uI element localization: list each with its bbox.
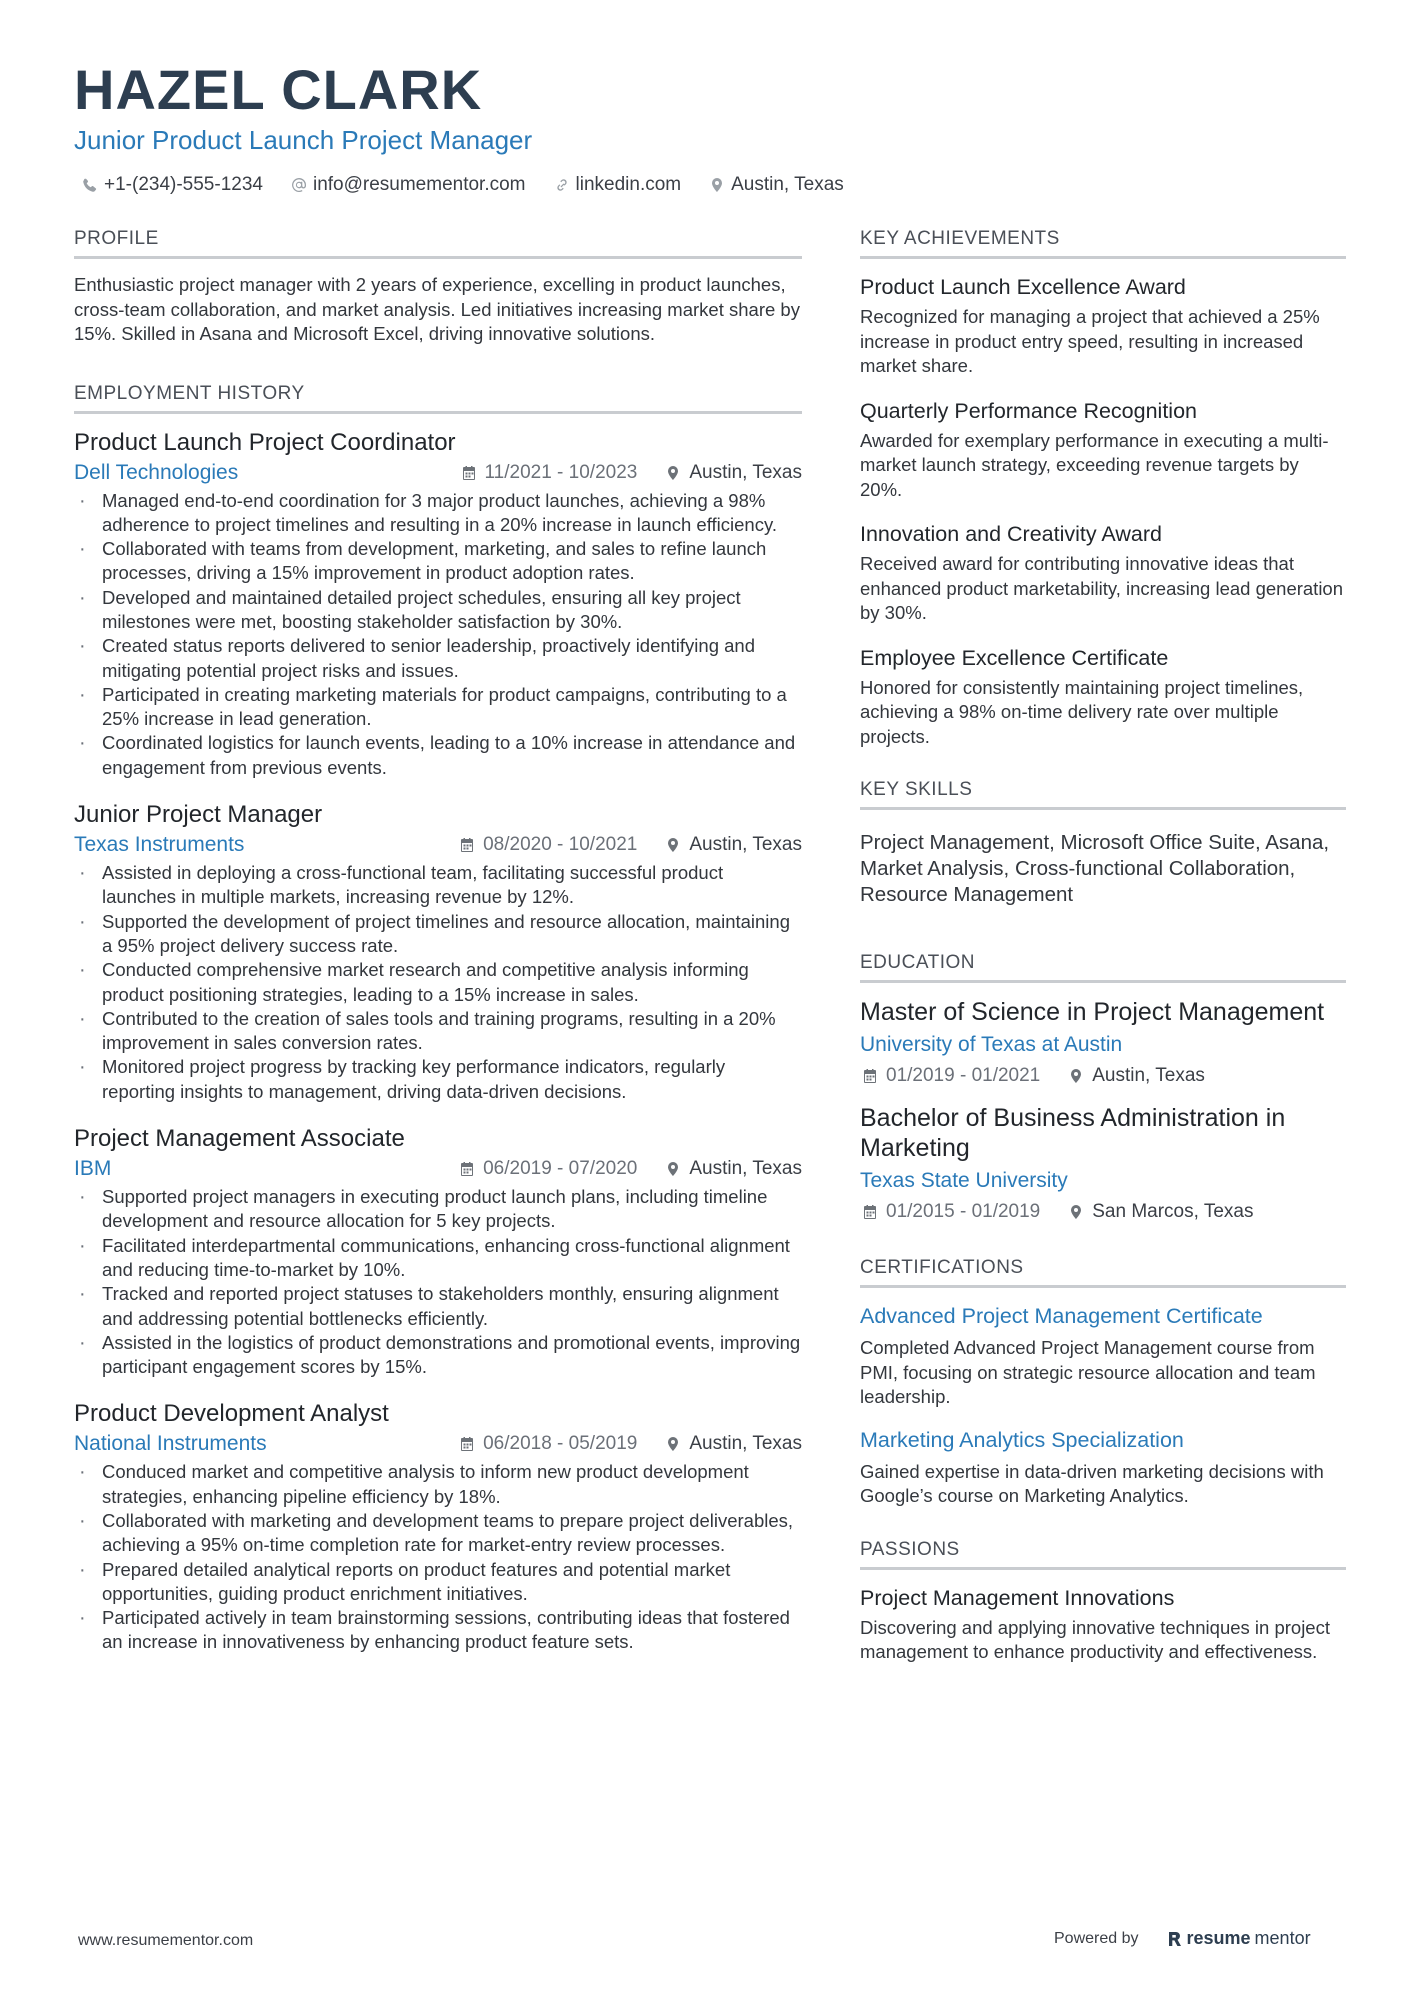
contact-email[interactable] [291,174,526,196]
education-heading: EDUCATION [860,952,1346,983]
contact-bar [74,174,1346,196]
job-location-text: Austin, Texas [689,1158,802,1180]
achievement-item [860,520,1346,626]
job-meta [74,833,802,857]
job-entry [74,1399,802,1654]
job-company: National Instruments [74,1432,267,1456]
achievement-desc: Honored for consistently maintaining project timelines, achieving a 98% on-time delivery rate over multiple projects. [860,676,1304,747]
left-column [74,228,802,1683]
job-location [665,834,802,856]
certification-title: Marketing Analytics Specialization [860,1427,1184,1452]
employment-heading: EMPLOYMENT HISTORY [74,383,802,414]
job-meta-right [459,834,802,856]
job-bullet: · Managed end-to-end coordination for 3 major product launches, achieving a 98% adherence to project timelines and resulting in a 20% increase in launch efficiency. [74,489,802,538]
education-list [860,997,1346,1223]
candidate-title: Junior Product Launch Project Manager [74,125,533,155]
achievement-desc: Awarded for exemplary performance in executing a multi-market launch strategy, exceeding revenue targets by 20%. [860,429,1329,500]
contact-email-text: info@resumementor.com [312,174,526,195]
profile-heading: PROFILE [74,228,802,259]
achievement-list [860,273,1346,749]
contact-phone [82,174,263,196]
certification-item [860,1426,1346,1509]
job-bullet: · Assisted in deploying a cross-functional team, facilitating successful product launches in multiple markets, increasing revenue by 12%. [74,861,802,910]
certifications-heading: CERTIFICATIONS [860,1257,1346,1288]
contact-location-text: Austin, Texas [731,174,844,195]
location-pin-icon [665,1161,681,1177]
job-bullet: · Collaborated with marketing and development teams to prepare project deliverables, achieving a 95% on-time completion rate for market-entry review processes. [74,1509,802,1558]
achievement-title: Quarterly Performance Recognition [860,398,1197,423]
certification-list [860,1302,1346,1509]
education-dates-text: 01/2015 - 01/2019 [886,1201,1041,1222]
education-location-text: San Marcos, Texas [1092,1201,1254,1222]
job-bullet: · Tracked and reported project statuses to stakeholders monthly, ensuring alignment and addressing potential bottlenecks efficiently. [74,1282,802,1331]
education-dates [862,1201,1040,1223]
achievement-title: Product Launch Excellence Award [860,275,1186,299]
job-entry [74,428,802,781]
job-bullets [74,1185,802,1379]
certification-title: Advanced Project Management Certificate [860,1304,1263,1328]
job-entry [74,1124,802,1379]
at-icon [291,177,307,193]
achievement-item [860,273,1346,379]
job-dates [461,462,638,484]
job-meta [74,1157,802,1181]
job-location-text: Austin, Texas [689,461,802,483]
calendar-icon [862,1068,878,1084]
job-dates-text: 06/2019 - 07/2020 [483,1158,638,1180]
education-dates [862,1065,1040,1087]
job-bullets [74,1460,802,1654]
job-bullet: · Supported the development of project timelines and resource allocation, maintaining a 95% project delivery success rate. [74,910,802,959]
location-pin-icon [665,837,681,853]
resume-page [74,58,1346,1662]
job-bullet: · Facilitated interdepartmental communications, enhancing cross-functional alignment and reducing time-to-market by 10%. [74,1234,802,1283]
achievement-item [860,644,1346,750]
job-company: Dell Technologies [74,460,239,484]
powered-by-label: Powered by [1054,1929,1139,1947]
passion-desc: Discovering and applying innovative techniques in project management to enhance productivity and effectiveness. [860,1616,1330,1662]
job-company: IBM [74,1157,112,1181]
job-bullet: · Developed and maintained detailed project schedules, ensuring all key project milestones were met, boosting stakeholder satisfaction by 30%. [74,586,802,635]
job-bullet: · Prepared detailed analytical reports on product features and potential market opportunities, guiding product enrichment initiatives. [74,1558,802,1607]
job-meta [74,1432,802,1456]
location-pin-icon [665,465,681,481]
job-meta-right [461,462,803,484]
job-entry [74,800,802,1104]
contact-linkedin-text: linkedin.com [575,174,682,195]
job-title: Junior Project Manager [74,801,323,829]
job-dates [459,834,637,856]
brand-logo[interactable] [1167,1928,1311,1949]
brand-name-bold: resume [1186,1928,1251,1948]
location-pin-icon [1068,1204,1084,1220]
passion-list [860,1584,1346,1665]
phone-icon [82,177,98,193]
calendar-icon [862,1204,878,1220]
passion-item [860,1584,1346,1665]
job-bullet: · Supported project managers in executing product launch plans, including timeline development and resource allocation for 5 key projects. [74,1185,802,1234]
content-columns [74,228,1346,1683]
job-dates [459,1433,637,1455]
job-location-text: Austin, Texas [689,1433,802,1455]
job-location [665,1158,802,1180]
job-dates [459,1158,637,1180]
job-title: Product Launch Project Coordinator [74,428,456,456]
job-bullet: · Conducted comprehensive market research and competitive analysis informing product positioning strategies, leading to a 15% increase in sales. [74,958,802,1007]
job-location-text: Austin, Texas [689,834,802,856]
job-bullets [74,489,802,781]
brand-mark-icon [1167,1930,1183,1948]
job-location [665,1433,802,1455]
job-bullet: · Created status reports delivered to senior leadership, proactively identifying and mitigating potential project risks and issues. [74,634,802,683]
brand-name-light: mentor [1254,1928,1311,1948]
location-pin-icon [1068,1068,1084,1084]
right-column [860,228,1346,1683]
job-meta-right [459,1433,802,1455]
job-location [665,462,802,484]
education-degree: Bachelor of Business Administration in Marketing [860,1104,1286,1162]
link-icon [554,177,570,193]
education-location [1068,1201,1253,1223]
achievement-title: Employee Excellence Certificate [860,645,1169,670]
job-bullets [74,861,802,1104]
education-school: University of Texas at Austin [860,1033,1123,1056]
education-location-text: Austin, Texas [1092,1065,1205,1086]
contact-linkedin[interactable] [554,174,682,196]
job-bullet: · Monitored project progress by tracking key performance indicators, regularly reporting insights to management, driving data-driven decisions. [74,1055,802,1104]
achievements-heading: KEY ACHIEVEMENTS [860,228,1346,259]
job-bullet: · Assisted in the logistics of product demonstrations and promotional events, improving participant engagement scores by 15%. [74,1331,802,1380]
education-school: Texas State University [860,1169,1068,1192]
education-item [860,1103,1346,1223]
profile-text: Enthusiastic project manager with 2 years of experience, excelling in product launches, cross-team collaboration, and market analysis. Led initiatives increasing market share by 15%. Skilled in Asana and Microsoft Excel, driving innovative solutions. [74,274,800,344]
job-bullet: · Coordinated logistics for launch events, leading to a 10% increase in attendance and engagement from previous events. [74,731,802,780]
calendar-icon [459,1161,475,1177]
skills-heading: KEY SKILLS [860,779,1346,810]
contact-phone-text: +1-(234)-555-1234 [104,174,263,195]
education-degree: Master of Science in Project Management [860,998,1325,1026]
location-pin-icon [709,177,725,193]
job-title: Project Management Associate [74,1125,405,1153]
achievement-item [860,397,1346,503]
achievement-desc: Received award for contributing innovative ideas that enhanced product marketability, increasing lead generation by 30%. [860,553,1344,623]
job-meta [74,461,802,485]
footer-website[interactable]: www.resumementor.com [78,1932,254,1949]
job-bullet: · Participated in creating marketing materials for product campaigns, contributing to a 25% increase in lead generation. [74,683,802,732]
job-bullet: · Conduced market and competitive analysis to inform new product development strategies, enhancing pipeline efficiency by 18%. [74,1460,802,1509]
job-dates-text: 08/2020 - 10/2021 [483,834,638,856]
certification-desc: Gained expertise in data-driven marketing decisions with Google’s course on Marketing Analytics. [860,1460,1324,1506]
footer-powered [1054,1928,1311,1949]
certification-desc: Completed Advanced Project Management course from PMI, focusing on strategic resource allocation and team leadership. [860,1337,1316,1407]
job-company: Texas Instruments [74,833,245,857]
certification-item [860,1302,1346,1410]
education-item [860,997,1346,1087]
job-list [74,428,802,1655]
education-meta [860,1065,1346,1087]
achievement-title: Innovation and Creativity Award [860,522,1162,546]
achievement-desc: Recognized for managing a project that achieved a 25% increase in product entry speed, resulting in increased market share. [860,306,1320,376]
job-bullet: · Participated actively in team brainstorming sessions, contributing ideas that fostered an increase in innovativeness by enhancing product feature sets. [74,1606,802,1655]
candidate-name: HAZEL CLARK [74,58,483,121]
education-location [1068,1065,1205,1087]
education-meta [860,1201,1346,1223]
job-dates-text: 11/2021 - 10/2023 [484,461,638,483]
contact-location [709,174,844,196]
job-bullet: · Contributed to the creation of sales tools and training programs, resulting in a 20% improvement in sales conversion rates. [74,1007,802,1056]
education-dates-text: 01/2019 - 01/2021 [886,1065,1041,1086]
job-meta-right [459,1158,802,1180]
passion-title: Project Management Innovations [860,1585,1175,1610]
calendar-icon [459,1436,475,1452]
calendar-icon [461,465,477,481]
job-dates-text: 06/2018 - 05/2019 [483,1433,638,1455]
calendar-icon [459,837,475,853]
location-pin-icon [665,1436,681,1452]
job-bullet: · Collaborated with teams from development, marketing, and sales to refine launch processes, driving a 15% improvement in product adoption rates. [74,537,802,586]
passions-heading: PASSIONS [860,1539,1346,1570]
job-title: Product Development Analyst [74,1400,389,1428]
skills-text: Project Management, Microsoft Office Suite, Asana, Market Analysis, Cross-functional Collaboration, Resource Management [860,831,1330,906]
